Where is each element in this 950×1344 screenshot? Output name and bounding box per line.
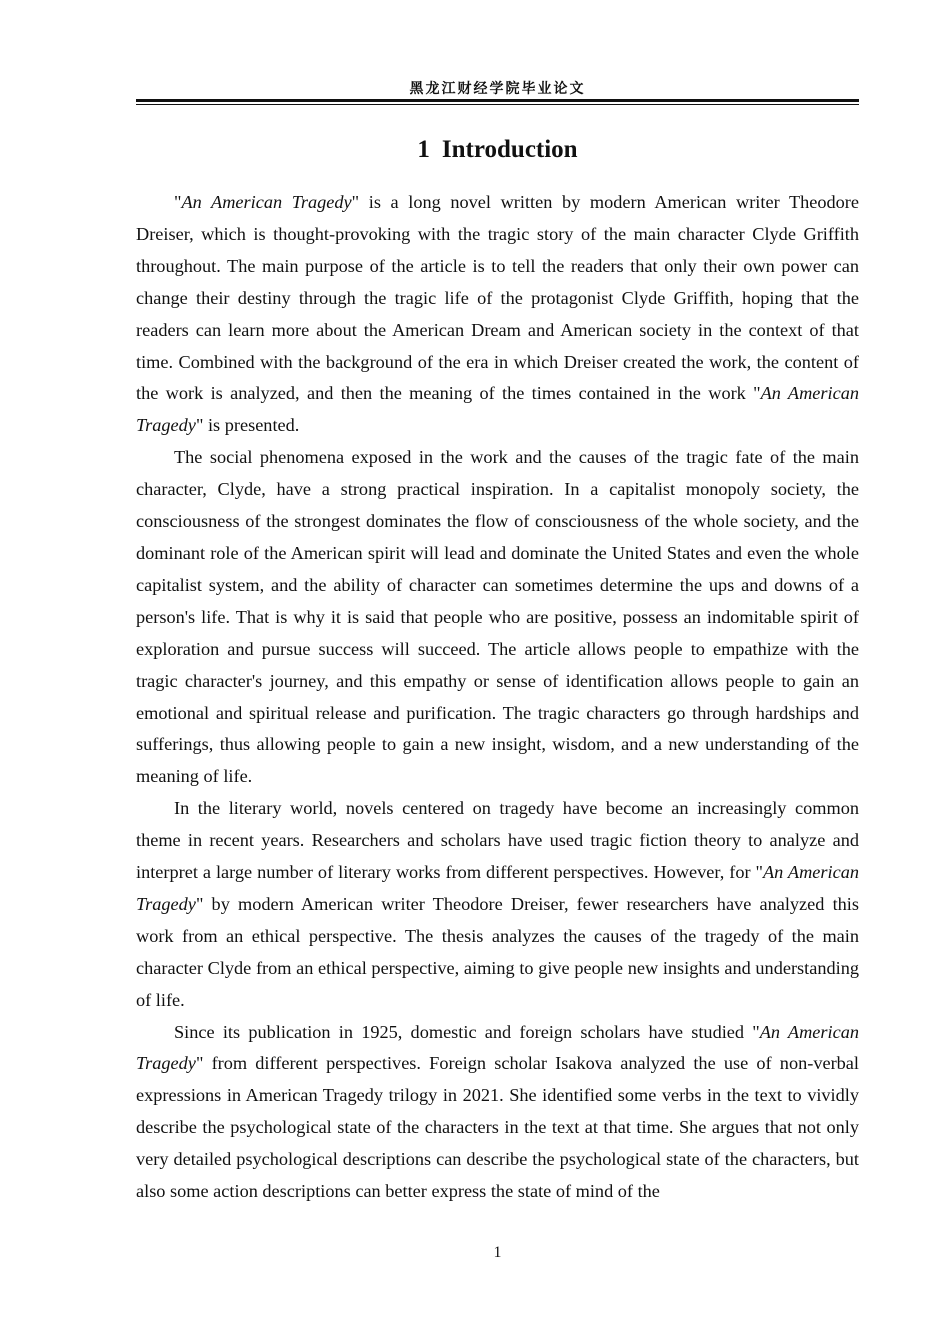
paragraph-text: " is a long novel written by modern American writer Theodore Dreiser, which is thought-provoking with the tragic story of the main character Clyde Griffith throughout. The main purpose of the article is to tell the readers that only their own power can change their destiny through the tragic life of the protagonist Clyde Griffith, hoping that the readers can learn more about the American Dream and American society in the context of that time. Combined with the background of the era in which Dreiser created the work, the content of the work is analyzed, and then the meaning of the times contained in the work " bbox=[136, 192, 859, 404]
paragraph bbox=[136, 442, 859, 793]
paragraph-text: The social phenomena exposed in the work and the causes of the tragic fate of the main character, Clyde, have a strong practical inspiration. In a capitalist monopoly society, the consciousness of the strongest dominates the flow of consciousness of the whole society, and the dominant role of the American spirit will lead and dominate the United States and even the whole capitalist system, and the ability of character can sometimes determine the ups and downs of a person's life. That is why it is said that people who are positive, possess an indomitable spirit of exploration and pursue success will succeed. The article allows people to empathize with the tragic character's journey, and this empathy or sense of identification allows people to gain an emotional and spiritual release and purification. The tragic characters go through hardships and sufferings, thus allowing people to gain a new insight, wisdom, and a new understanding of the meaning of life. bbox=[136, 447, 859, 787]
paragraph bbox=[136, 1017, 859, 1208]
section-title bbox=[136, 134, 859, 166]
header-rule-thin bbox=[136, 104, 859, 105]
paragraph bbox=[136, 187, 859, 442]
paragraph-text: In the literary world, novels centered on tragedy have become an increasingly common theme in recent years. Researchers and scholars have used tragic fiction theory to analyze and interpret a large number of literary works from different perspectives. However, for " bbox=[136, 798, 859, 883]
italic-title-text: An American Tragedy bbox=[136, 383, 859, 436]
italic-title-text: An American Tragedy bbox=[181, 192, 352, 212]
paragraph-text: " is presented. bbox=[195, 415, 300, 436]
section-title-text: Introduction bbox=[441, 136, 578, 163]
italic-title-text: An American Tragedy bbox=[136, 1021, 859, 1074]
page-number: 1 bbox=[493, 1244, 502, 1261]
paragraph-text: Since its publication in 1925, domestic and foreign scholars have studied " bbox=[174, 1021, 760, 1042]
paragraph-text: " by modern American writer Theodore Dreiser, fewer researchers have analyzed this work from an ethical perspective. The thesis analyzes the causes of the tragedy of the main character Clyde from an ethical perspective, aiming to give people new insights and understanding of life. bbox=[136, 893, 859, 1010]
paragraph-text: " bbox=[174, 192, 182, 212]
paragraph bbox=[136, 793, 859, 1016]
running-header: 黑龙江财经学院毕业论文 bbox=[409, 81, 586, 97]
paragraph-text: " from different perspectives. Foreign scholar Isakova analyzed the use of non-verbal expressions in American Tragedy trilogy in 2021. She identified some verbs in the text to vividly describe the psychological state of the characters in the text at that time. She argues that not only very detailed psychological descriptions can describe the psychological state of the characters, but also some action descriptions can better express the state of mind of the bbox=[136, 1053, 859, 1202]
section-number: 1 bbox=[417, 136, 430, 163]
body-text bbox=[136, 187, 859, 1208]
italic-title-text: An American Tragedy bbox=[136, 862, 859, 914]
header-rule-thick bbox=[136, 99, 859, 102]
